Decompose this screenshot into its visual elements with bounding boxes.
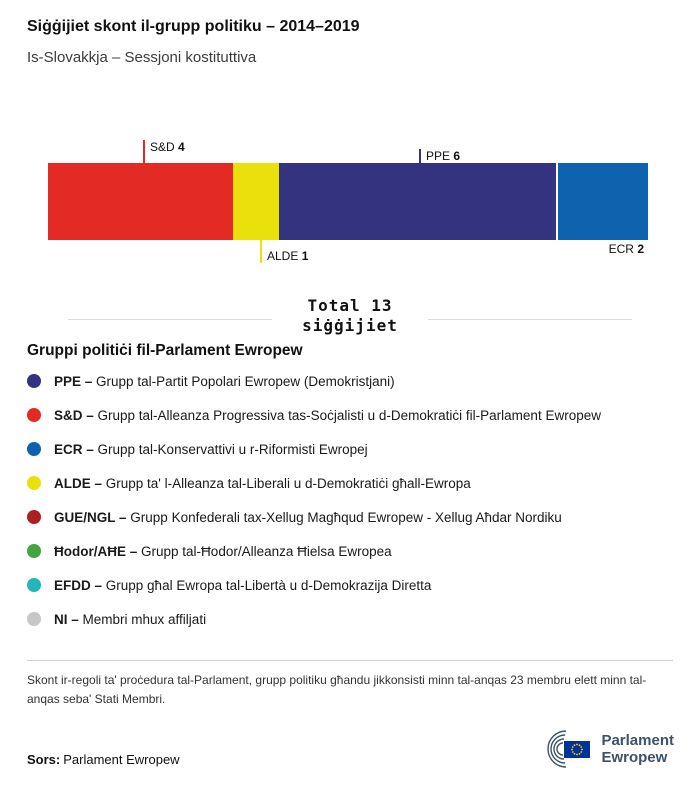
- legend-dot-sd: [27, 408, 41, 422]
- legend-label-guengl: GUE/NGL – Grupp Konfederali tax-Xellug Magħqud Ewropew - Xellug Aħdar Nordiku: [54, 509, 562, 525]
- legend-item-guengl: [27, 500, 601, 534]
- legend: [27, 364, 601, 636]
- legend-label-alde: ALDE – Grupp ta' l-Alleanza tal-Liberali u d-Demokratiċi għall-Ewropa: [54, 475, 471, 491]
- legend-item-ppe: [27, 364, 601, 398]
- source-value: Parlament Ewropew: [63, 752, 180, 767]
- legend-dot-guengl: [27, 510, 41, 524]
- callout-alde: [260, 240, 308, 263]
- callout-ecr-label: ECR 2: [608, 242, 644, 256]
- legend-item-ecr: [27, 432, 601, 466]
- legend-label-efdd: EFDD – Grupp għal Ewropa tal-Libertà u d-Demokrazija Diretta: [54, 577, 432, 593]
- total-rule-right: [428, 319, 632, 320]
- legend-label-ppe: PPE – Grupp tal-Partit Popolari Ewropew (Demokristjani): [54, 373, 395, 389]
- callout-alde-line: [260, 240, 262, 263]
- legend-dot-alde: [27, 476, 41, 490]
- source-line: [27, 752, 180, 767]
- footnote: Skont ir-regoli ta' proċedura tal-Parlament, grupp politiku għandu jikkonsisti minn tal-anqas 23 membru elett minn tal-anqas seba' Stati Membri.: [27, 673, 647, 706]
- page-title: Siġġijiet skont il-grupp politiku – 2014–2019: [27, 18, 360, 35]
- legend-dot-ni: [27, 612, 41, 626]
- legend-item-sd: [27, 398, 601, 432]
- total-rule-left: [68, 319, 272, 320]
- bar-segment-ecr: [556, 163, 648, 240]
- legend-label-sd: S&D – Grupp tal-Alleanza Progressiva tas-Soċjalisti u d-Demokratiċi fil-Parlament Ewropew: [54, 407, 601, 423]
- legend-dot-efdd: [27, 578, 41, 592]
- total-line1: Total 13: [307, 296, 393, 315]
- ep-logo-text: [601, 732, 674, 766]
- ep-logo-line2: Ewropew: [601, 749, 668, 766]
- legend-dot-hodor-ahe: [27, 544, 41, 558]
- page-subtitle: Is-Slovakkja – Sessjoni kostituttiva: [27, 49, 257, 66]
- legend-dot-ppe: [27, 374, 41, 388]
- legend-item-alde: [27, 466, 601, 500]
- footnote-divider: [27, 660, 673, 661]
- total-seats: [0, 296, 700, 336]
- legend-label-ecr: ECR – Grupp tal-Konservattivi u r-Riformisti Ewropej: [54, 441, 368, 457]
- legend-item-efdd: [27, 568, 601, 602]
- legend-item-hodor-ahe: [27, 534, 601, 568]
- callout-ppe: [419, 149, 460, 163]
- callout-alde-label: ALDE 1: [267, 249, 309, 263]
- bar-segment-sd: [48, 163, 233, 240]
- legend-label-ni: NI – Membri mhux affiljati: [54, 611, 207, 627]
- bar-segment-ppe: [279, 163, 556, 240]
- bar-segment-alde: [233, 163, 279, 240]
- seat-chart: [48, 140, 648, 265]
- callout-sd-line: [143, 140, 145, 163]
- european-parliament-emblem-icon: [528, 726, 594, 772]
- callout-ppe-line: [419, 149, 421, 163]
- total-line2: siġġijiet: [302, 316, 398, 335]
- source-label: Sors:: [27, 752, 61, 767]
- legend-heading: Gruppi politiċi fil-Parlament Ewropew: [27, 342, 303, 359]
- callout-sd: [143, 140, 185, 163]
- ep-logo: [528, 726, 674, 772]
- callout-sd-label: S&D 4: [150, 140, 185, 154]
- stacked-bar: [48, 163, 648, 240]
- legend-label-hodor-ahe: Ħodor/AĦE – Grupp tal-Ħodor/Alleanza Ħielsa Ewropea: [54, 543, 392, 559]
- callout-ppe-label: PPE 6: [426, 149, 461, 163]
- legend-item-ni: [27, 602, 601, 636]
- legend-dot-ecr: [27, 442, 41, 456]
- ep-logo-line1: Parlament: [601, 732, 674, 749]
